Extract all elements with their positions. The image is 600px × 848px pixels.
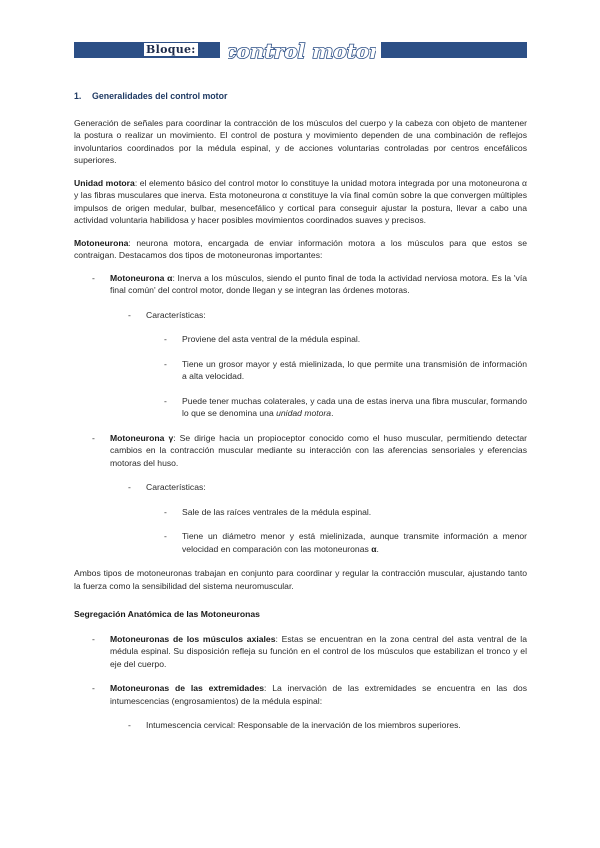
dash-bullet: - xyxy=(164,334,167,344)
cervical-item xyxy=(128,719,527,732)
unidad-motora-term: Unidad motora xyxy=(74,177,135,188)
list-item-gamma xyxy=(92,432,527,470)
section-heading xyxy=(74,90,527,103)
dash-bullet: - xyxy=(92,272,95,283)
dash-bullet: - xyxy=(128,309,131,320)
bloque-title-handwritten xyxy=(228,36,376,66)
alpha-text: : Inerva a los músculos, siendo el punto final de toda la actividad nerviosa motora. Es la 'vía final común' del control motor, donde llegan y se integran las órdenes motoras. xyxy=(110,272,527,295)
gamma-item-1 xyxy=(164,506,527,519)
cervical-text: Intumescencia cervical: Responsable de la inervación de los miembros superiores. xyxy=(146,720,461,730)
segregacion-heading: Segregación Anatómica de las Motoneuronas xyxy=(74,609,260,619)
intro-paragraph: Generación de señales para coordinar la contracción de los músculos del cuerpo y la cabeza con objeto de mantener la postura o realizar un movimiento. El control de postura y movimiento dependen de una combinación de reflejos involuntarios coordinados por la médula espinal, y de acciones voluntarias controladas por centros encefálicos superiores. xyxy=(74,117,527,165)
dash-bullet: - xyxy=(128,482,131,492)
motoneurona-term: Motoneurona xyxy=(74,237,129,248)
list-item-extremidades xyxy=(92,682,527,707)
bloque-label: Bloque: xyxy=(146,43,196,56)
dash-bullet: - xyxy=(92,432,95,443)
alpha-item-2-text: Tiene un grosor mayor y está mielinizada, lo que permite una transmisión de información a alta velocidad. xyxy=(182,358,527,381)
alpha-item-3-italic: unidad motora xyxy=(276,408,332,418)
gamma-term: Motoneurona γ xyxy=(110,432,174,443)
bloque-title-svg xyxy=(228,36,376,66)
motoneurona-paragraph xyxy=(74,237,527,262)
motoneurona-text: : neurona motora, encargada de enviar información motora a los músculos para que estos se contraigan. Destacamos dos tipos de motoneuronas importantes: xyxy=(74,237,527,260)
extremidades-term: Motoneuronas de las extremidades xyxy=(110,683,264,693)
axiales-text: : Estas se encuentran en la zona central del asta ventral de la médula espinal. Su disposición refleja su función en el control de los músculos que estabilizan el tronco y el eje del cuerpo. xyxy=(110,633,528,669)
dash-bullet: - xyxy=(92,633,95,644)
alpha-item-2 xyxy=(164,358,527,383)
dash-bullet: - xyxy=(164,506,167,517)
alpha-term: Motoneurona α xyxy=(110,272,173,283)
document-body xyxy=(74,90,527,744)
section-number: 1. xyxy=(74,91,82,101)
unidad-motora-paragraph xyxy=(74,177,527,227)
alpha-char-label: Características: xyxy=(146,309,206,320)
alpha-item-3-text: Puede tener muchas colaterales, y cada una de estas inerva una fibra muscular, formando lo que se denomina una xyxy=(182,395,527,418)
dash-bullet: - xyxy=(164,531,167,541)
unidad-motora-text: : el elemento básico del control motor lo constituye la unidad motora integrada por una motoneurona α y las fibras musculares que inerva. Esta motoneurona α constituye la vía final común sobre la que convergen múltiples impulsos de origen medular, bulbar, mesencefálico y cortical para conseguir ajustar la postura, llevar a cabo una actividad voluntaria habilidosa y hacer posibles movimientos coordinados suaves y precisos. xyxy=(74,177,528,225)
dash-bullet: - xyxy=(128,720,131,730)
alpha-item-3-end: . xyxy=(331,408,334,418)
gamma-item-1-text: Sale de las raíces ventrales de la médula espinal. xyxy=(182,506,372,517)
ambos-paragraph: Ambos tipos de motoneuronas trabajan en conjunto para coordinar y regular la contracción muscular, ajustando tanto la fuerza como la sensibilidad del sistema neuromuscular. xyxy=(74,568,527,591)
gamma-characteristics xyxy=(128,481,527,494)
alpha-item-1 xyxy=(164,333,527,346)
gamma-item-2 xyxy=(164,530,527,555)
dash-bullet: - xyxy=(164,395,167,406)
dash-bullet: - xyxy=(164,358,167,369)
section-title: Generalidades del control motor xyxy=(92,91,228,101)
axiales-term: Motoneuronas de los músculos axiales xyxy=(110,633,276,644)
alpha-item-1-text: Proviene del asta ventral de la médula espinal. xyxy=(182,334,361,344)
bloque-title-text: control motor xyxy=(228,39,376,63)
list-item-axiales xyxy=(92,633,528,671)
gamma-char-label: Características: xyxy=(146,482,206,492)
gamma-text: : Se dirige hacia un propioceptor conocido como el huso muscular, permitiendo detectar cambios en la contracción muscular mediante su interacción con las aferencias sensoriales y eferencias motoras del huso. xyxy=(110,432,527,468)
gamma-item-2-bold: α xyxy=(371,543,377,554)
alpha-characteristics xyxy=(128,309,527,322)
header-bar-right xyxy=(381,42,527,58)
gamma-item-2-end: . xyxy=(376,543,379,554)
list-item-alpha xyxy=(92,272,527,297)
gamma-item-2-text: Tiene un diámetro menor y está mielinizada, aunque transmite información a menor velocidad en comparación con las motoneuronas xyxy=(182,531,527,554)
dash-bullet: - xyxy=(92,683,95,693)
extremidades-text: : La inervación de las extremidades se encuentra en las dos intumescencias (engrosamientos) de la médula espinal: xyxy=(110,683,527,706)
alpha-item-3 xyxy=(164,395,527,420)
